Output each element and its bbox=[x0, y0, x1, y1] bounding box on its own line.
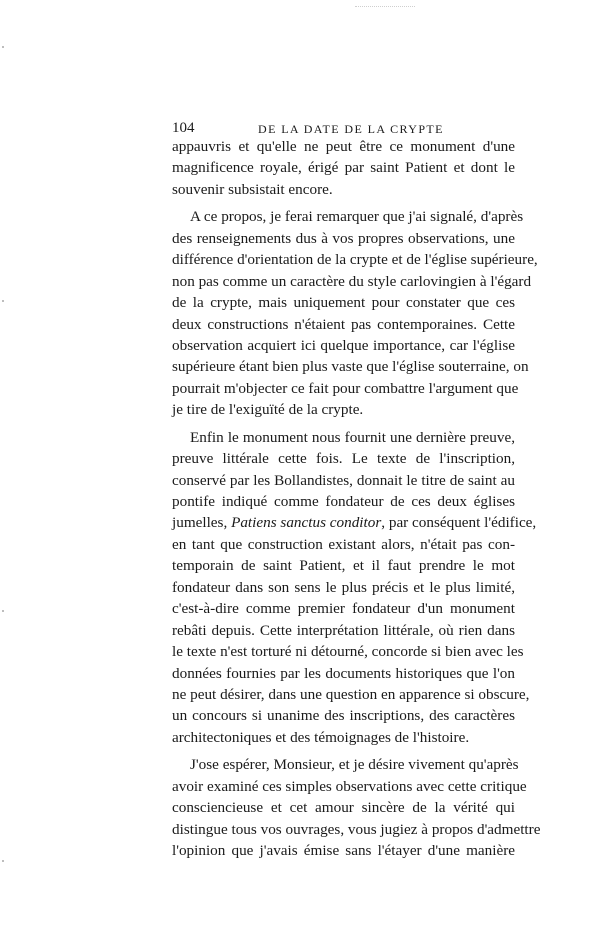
text-line: fondateur dans son sens le plus précis et le plus limité, bbox=[172, 578, 515, 596]
text-line: rebâti depuis. Cette interprétation littérale, où rien dans bbox=[172, 621, 515, 639]
paragraph bbox=[172, 427, 537, 749]
text-line: architectoniques et des témoignages de l'histoire. bbox=[172, 728, 470, 746]
text-line: temporain de saint Patient, et il faut prendre le mot bbox=[172, 557, 515, 575]
text-line: supérieure étant bien plus vaste que l'église souterraine, on bbox=[172, 358, 529, 376]
text-line: le texte n'est torturé ni détourné, concorde si bien avec les bbox=[172, 643, 524, 661]
text-line: un concours si unanime des inscriptions, des caractères bbox=[172, 707, 515, 725]
text-line: J'ose espérer, Monsieur, et je désire vivement qu'après bbox=[190, 756, 519, 774]
scan-edge-dot bbox=[2, 46, 4, 48]
text-line: appauvris et qu'elle ne peut être ce monument d'une bbox=[172, 138, 515, 155]
scan-edge-dot bbox=[2, 610, 4, 612]
paragraph bbox=[172, 136, 515, 200]
text-line: souvenir subsistait encore. bbox=[172, 180, 333, 198]
text-line: preuve littérale cette fois. Le texte de l'inscription, bbox=[172, 450, 515, 468]
text-line: magnificence royale, érigé par saint Patient et dont le bbox=[172, 159, 515, 177]
text-line: ne peut désirer, dans une question en apparence si obscure, bbox=[172, 685, 530, 703]
scan-edge-marks bbox=[355, 6, 415, 9]
text-line: A ce propos, je ferai remarquer que j'ai signalé, d'après bbox=[190, 208, 524, 226]
text-line: données fournies par les documents historiques que l'on bbox=[172, 664, 515, 682]
text-line: de la crypte, mais uniquement pour constater que ces bbox=[172, 294, 515, 312]
text-line: en tant que construction existant alors, n'était pas con- bbox=[172, 535, 515, 553]
text-line: je tire de l'exiguïté de la crypte. bbox=[172, 401, 364, 419]
text-line: avoir examiné ces simples observations avec cette critique bbox=[172, 777, 527, 795]
page-number: 104 bbox=[172, 120, 195, 136]
scan-edge-dot bbox=[2, 300, 4, 302]
text-line: non pas comme un caractère du style carlovingien à l'égard bbox=[172, 272, 532, 290]
scan-edge-dot bbox=[2, 860, 4, 862]
text-line: observation acquiert ici quelque importance, car l'église bbox=[172, 336, 515, 354]
text-line: différence d'orientation de la crypte et de l'église supérieure, bbox=[172, 251, 538, 269]
text-line: jumelles, Patiens sanctus conditor, par conséquent l'édifice, bbox=[172, 514, 537, 532]
body-text bbox=[172, 136, 541, 861]
text-line: des renseignements dus à vos propres observations, une bbox=[172, 229, 515, 247]
paragraph bbox=[172, 754, 541, 861]
text-line: c'est-à-dire comme premier fondateur d'un monument bbox=[172, 600, 515, 618]
text-line: consciencieuse et cet amour sincère de la vérité qui bbox=[172, 799, 515, 817]
text-line: deux constructions n'étaient pas contemporaines. Cette bbox=[172, 315, 515, 333]
text-line: l'opinion que j'avais émise sans l'étayer d'une manière bbox=[172, 842, 515, 859]
text-line: pontife indiqué comme fondateur de ces deux églises bbox=[172, 493, 515, 510]
text-line: pourrait m'objecter ce fait pour combattre l'argument que bbox=[172, 379, 519, 397]
text-line: distingue tous vos ouvrages, vous jugiez à propos d'admettre bbox=[172, 820, 541, 838]
text-line: Enfin le monument nous fournit une dernière preuve, bbox=[190, 428, 515, 446]
paragraph bbox=[172, 206, 538, 420]
italic-phrase: Patiens sanctus conditor bbox=[231, 514, 382, 532]
text-line: conservé par les Bollandistes, donnait le titre de saint au bbox=[172, 471, 515, 489]
running-head: DE LA DATE DE LA CRYPTE bbox=[258, 122, 444, 136]
